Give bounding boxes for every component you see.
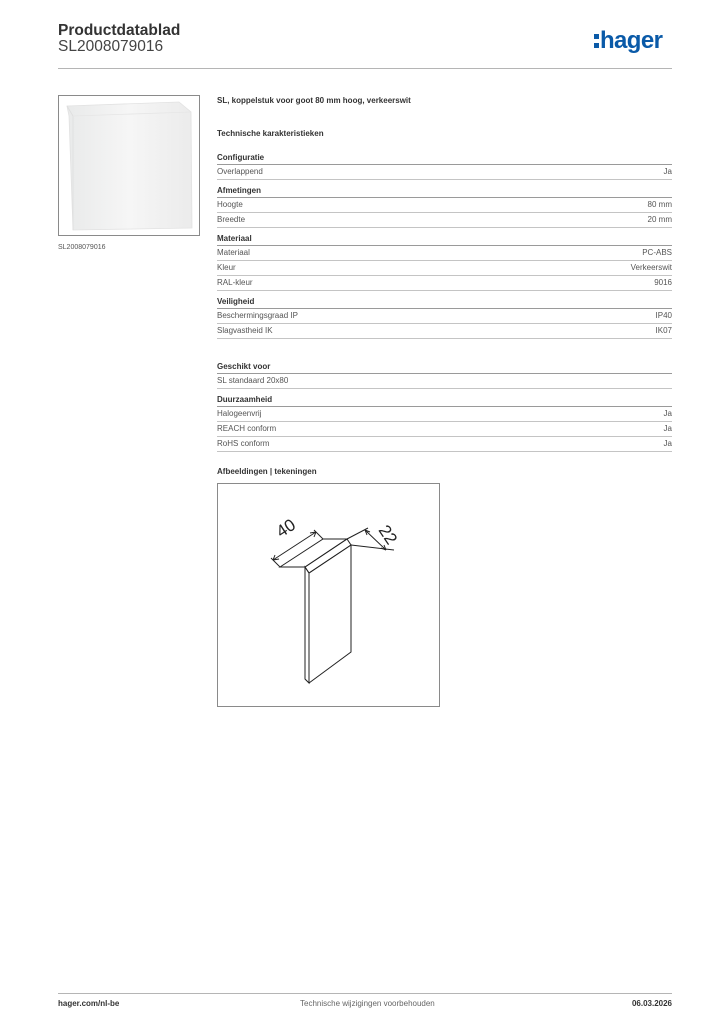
footer-date: 06.03.2026 xyxy=(631,999,672,1008)
document-reference: SL2008079016 xyxy=(58,38,164,55)
table-row xyxy=(217,309,672,324)
row-label: SL standaard 20x80 xyxy=(217,376,289,385)
section-title: Veiligheid xyxy=(217,296,672,309)
row-label: RAL-kleur xyxy=(217,278,253,287)
section-title: Configuratie xyxy=(217,152,672,165)
dimension-depth-label: 22 xyxy=(374,521,402,548)
row-label: Halogeenvrij xyxy=(217,409,262,418)
section-duurzaamheid xyxy=(217,394,672,452)
row-label: Kleur xyxy=(217,263,236,272)
product-image-caption: SL2008079016 xyxy=(58,244,106,251)
document-title: Productdatablad xyxy=(58,22,181,39)
dimension-width-label: 40 xyxy=(272,515,300,542)
row-value: 80 mm xyxy=(647,200,672,209)
table-row xyxy=(217,407,672,422)
table-row xyxy=(217,261,672,276)
row-value: Ja xyxy=(663,167,672,176)
row-value: 20 mm xyxy=(647,215,672,224)
table-row xyxy=(217,198,672,213)
product-image xyxy=(58,95,200,236)
table-row xyxy=(217,213,672,228)
row-label: REACH conform xyxy=(217,424,277,433)
row-value: IK07 xyxy=(655,326,672,335)
table-row xyxy=(217,374,672,389)
section-afmetingen xyxy=(217,185,672,228)
hager-logo xyxy=(594,28,674,58)
table-row xyxy=(217,422,672,437)
section-title: Afmetingen xyxy=(217,185,672,198)
row-label: Materiaal xyxy=(217,248,250,257)
logo-dots-icon xyxy=(594,34,599,50)
drawings-heading: Afbeeldingen | tekeningen xyxy=(217,467,317,476)
row-value: Verkeerswit xyxy=(630,263,672,272)
section-title: Geschikt voor xyxy=(217,361,672,374)
section-materiaal xyxy=(217,233,672,291)
row-label: Hoogte xyxy=(217,200,243,209)
row-label: Beschermingsgraad IP xyxy=(217,311,298,320)
table-row xyxy=(217,437,672,452)
footer-website-link[interactable]: hager.com/nl-be xyxy=(58,999,120,1008)
header-divider xyxy=(58,68,672,69)
section-veiligheid xyxy=(217,296,672,339)
technical-drawing xyxy=(217,483,440,707)
row-value: IP40 xyxy=(655,311,672,320)
logo-text: hager xyxy=(600,27,663,54)
row-value: PC-ABS xyxy=(642,248,672,257)
row-label: Breedte xyxy=(217,215,246,224)
section-title: Duurzaamheid xyxy=(217,394,672,407)
footer-notice: Technische wijzigingen voorbehouden xyxy=(300,999,435,1008)
footer-divider xyxy=(58,993,672,994)
row-value: Ja xyxy=(663,409,672,418)
technical-heading: Technische karakteristieken xyxy=(217,129,324,138)
table-row xyxy=(217,324,672,339)
product-photo-icon xyxy=(59,96,199,235)
spec-content xyxy=(217,96,672,707)
section-title: Materiaal xyxy=(217,233,672,246)
table-row xyxy=(217,246,672,261)
section-configuratie xyxy=(217,152,672,180)
table-row xyxy=(217,165,672,180)
row-value: Ja xyxy=(663,439,672,448)
row-value: Ja xyxy=(663,424,672,433)
row-label: RoHS conform xyxy=(217,439,270,448)
row-label: Slagvastheid IK xyxy=(217,326,273,335)
row-label: Overlappend xyxy=(217,167,263,176)
coupler-drawing-icon xyxy=(218,484,439,706)
product-description: SL, koppelstuk voor goot 80 mm hoog, verkeerswit xyxy=(217,96,411,105)
row-value: 9016 xyxy=(654,278,672,287)
section-geschikt-voor xyxy=(217,361,672,389)
table-row xyxy=(217,276,672,291)
